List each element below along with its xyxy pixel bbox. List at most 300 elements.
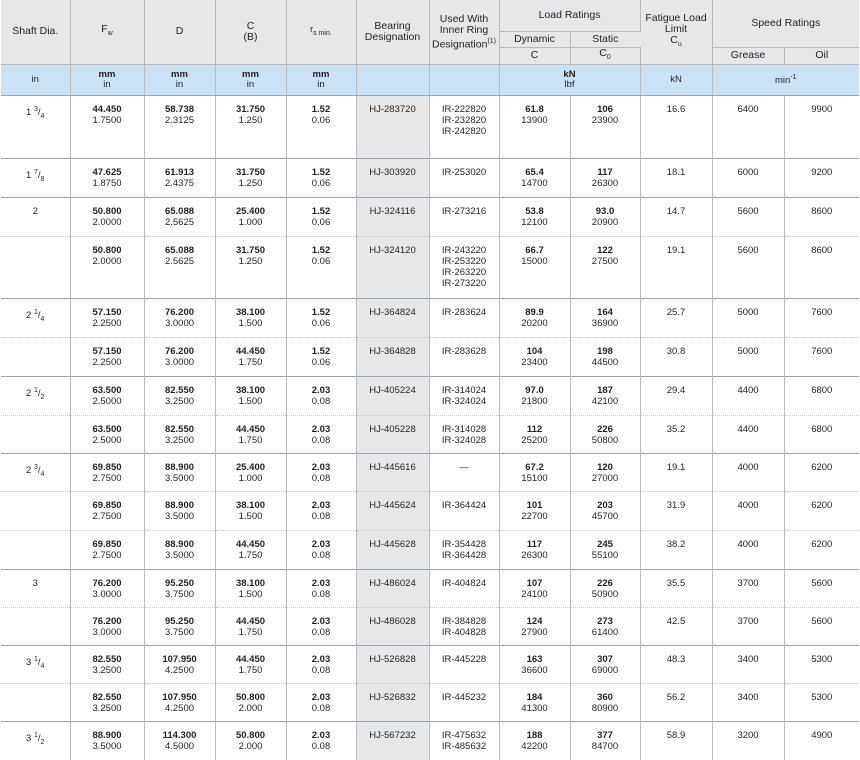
table-row [1,453,859,491]
value-primary: 164 [597,306,613,318]
table-row [1,95,859,158]
rs-value [286,453,356,491]
cu-value: 35.2 [666,423,686,435]
value-secondary: 80900 [591,702,619,714]
fw-value [70,530,144,569]
shaft-dia [1,645,70,683]
inner-ring-designation [429,453,499,491]
value-primary: 226 [597,577,613,589]
value-secondary: 26300 [591,177,619,189]
static-rating [570,158,640,197]
bearing-code: HJ-486024 [369,577,416,589]
value-secondary: 61400 [591,626,619,638]
inner-ring-designation [429,236,499,298]
fw-value [70,645,144,683]
value-secondary: 1.8750 [92,177,122,189]
fw-value [70,453,144,491]
inner-ring-code: IR-404824 [441,577,487,589]
value-primary: 107.950 [162,653,197,665]
value-primary: 93.0 [595,205,615,217]
speed-grease [712,158,784,197]
value-secondary: 0.06 [311,356,331,368]
dynamic-rating [499,721,570,760]
value-secondary: 3.0000 [164,317,195,329]
inner-ring-code: IR-243220 [441,244,487,256]
speed-grease [712,298,784,337]
inner-ring-code: IR-273220 [441,277,487,289]
value-secondary: 1.7500 [92,114,122,126]
fatigue-limit [640,569,712,607]
d-value [144,491,215,530]
value-primary: 44.450 [235,615,266,627]
value-primary: 38.100 [235,384,266,396]
unit-r-in: in [317,78,325,90]
shaft-dia [1,415,70,453]
unit-bearing [356,64,429,95]
value-secondary: 1.250 [238,177,263,189]
value-secondary: 0.06 [311,114,331,126]
value-secondary: 0.06 [311,216,331,228]
fatigue-limit [640,197,712,236]
value-primary: 95.250 [164,577,195,589]
value-secondary: 0.08 [311,740,331,752]
value-secondary: 42200 [521,740,548,752]
speed-oil [784,337,859,376]
rs-value [286,236,356,298]
inner-ring-code: IR-283624 [441,306,487,318]
static-rating [570,337,640,376]
value-secondary: 42100 [591,395,619,407]
header-static: Static [570,31,640,47]
value-primary: 2.03 [311,461,331,473]
header-speed-ratings: Speed Ratings [712,0,859,47]
bearing-designation [356,197,429,236]
value-primary: 2.03 [311,653,331,665]
inner-ring-code: IR-485632 [441,740,487,752]
value-secondary: 3.5000 [92,740,122,752]
oil-value: 7600 [811,306,833,318]
oil-value: 8600 [811,205,833,217]
value-secondary: 23900 [591,114,619,126]
dynamic-rating [499,158,570,197]
table-row [1,415,859,453]
inner-ring-code: IR-314028 [441,423,487,435]
inner-ring-designation [429,415,499,453]
value-primary: 67.2 [525,461,544,473]
value-secondary: 22700 [521,510,548,522]
bearing-designation [356,453,429,491]
inner-ring-code: IR-445228 [441,653,487,665]
header-c [215,0,286,64]
value-secondary: 36600 [521,664,548,676]
value-secondary: 0.08 [311,588,331,600]
value-primary: 184 [526,691,543,703]
fw-value [70,415,144,453]
rs-value [286,197,356,236]
speed-grease [712,95,784,158]
value-secondary: 2.000 [238,740,263,752]
unit-fw-mm: mm [98,68,116,80]
inner-ring-designation [429,683,499,721]
unit-load-kn: kN [563,68,576,80]
dynamic-rating [499,530,570,569]
bearing-code: HJ-445616 [369,461,416,473]
speed-oil [784,645,859,683]
inner-ring-designation [429,298,499,337]
value-secondary: 4.2500 [164,702,195,714]
value-secondary: 3.5000 [164,549,195,561]
dynamic-rating [499,453,570,491]
table-row [1,158,859,197]
bearing-code: HJ-526832 [369,691,416,703]
value-primary: 95.250 [164,615,195,627]
shaft-dia [1,197,70,236]
bearing-designation [356,645,429,683]
header-d: D [144,0,215,64]
value-secondary: 3.0000 [92,588,122,600]
shaft-display: 2 $^1/_2$ [26,386,45,401]
value-secondary: 4.5000 [164,740,195,752]
speed-oil [784,607,859,645]
speed-grease [712,197,784,236]
value-secondary: 3.0000 [92,626,122,638]
value-secondary: 2.7500 [92,472,122,484]
inner-ring-designation [429,337,499,376]
shaft-dia [1,95,70,158]
value-secondary: 1.250 [238,114,263,126]
value-primary: 88.900 [164,461,195,473]
inner-ring-code: IR-384828 [441,615,487,627]
value-secondary: 0.06 [311,317,331,329]
cu-value: 35.5 [666,577,686,589]
static-rating [570,491,640,530]
speed-grease [712,236,784,298]
c-value [215,530,286,569]
value-secondary: 1.750 [238,626,263,638]
value-secondary: 84700 [591,740,619,752]
value-secondary: 24100 [521,588,548,600]
static-rating [570,236,640,298]
value-primary: 120 [597,461,613,473]
grease-value: 3700 [737,577,759,589]
bearing-code: HJ-445628 [369,538,416,550]
static-rating [570,453,640,491]
c-value [215,453,286,491]
shaft-dia [1,376,70,415]
grease-value: 5000 [737,345,759,357]
header-stat-sym: $C_0$ [570,47,640,64]
oil-value: 6200 [811,499,833,511]
shaft-dia [1,530,70,569]
shaft-dia [1,236,70,298]
inner-ring-code: IR-253020 [441,166,487,178]
oil-value: 6200 [811,538,833,550]
value-secondary: 0.08 [311,664,331,676]
value-primary: 44.450 [235,345,266,357]
d-value [144,197,215,236]
c-value [215,236,286,298]
bearing-designation [356,337,429,376]
grease-value: 5000 [737,306,759,318]
shaft-display: 1 $^3/_4$ [26,105,45,120]
value-primary: 245 [597,538,613,550]
dynamic-rating [499,95,570,158]
dynamic-rating [499,645,570,683]
value-primary: 76.200 [164,345,195,357]
grease-value: 4000 [737,499,759,511]
grease-value: 3700 [737,615,759,627]
bearing-code: HJ-405224 [369,384,416,396]
value-primary: 2.03 [311,384,331,396]
speed-oil [784,569,859,607]
table-row [1,491,859,530]
value-secondary: 2.5625 [164,216,195,228]
grease-value: 4400 [737,384,759,396]
dynamic-rating [499,337,570,376]
c-value [215,337,286,376]
value-primary: 69.850 [92,461,122,473]
inner-ring-code: IR-364428 [441,549,487,561]
cu-value: 31.9 [666,499,686,511]
value-secondary: 1.500 [238,588,263,600]
grease-value: 3400 [737,691,759,703]
speed-grease [712,607,784,645]
value-primary: 57.150 [92,306,122,318]
value-secondary: 55100 [591,549,619,561]
grease-value: 6000 [737,166,759,178]
table-row [1,197,859,236]
bearing-code: HJ-283720 [369,103,416,115]
value-primary: 112 [526,423,543,435]
value-secondary: 0.08 [311,472,331,484]
value-primary: 44.450 [235,423,266,435]
value-primary: 2.03 [311,691,331,703]
bearing-code: HJ-486028 [369,615,416,627]
static-rating [570,197,640,236]
value-primary: 53.8 [525,205,544,217]
value-primary: 50.800 [235,729,266,741]
value-secondary: 2.2500 [92,356,122,368]
fw-value [70,197,144,236]
table-row [1,569,859,607]
value-primary: 82.550 [164,423,195,435]
speed-oil [784,376,859,415]
unit-fw-in: in [103,78,111,90]
oil-value: 9900 [811,103,833,115]
d-value [144,683,215,721]
value-primary: 25.400 [235,205,266,217]
d-value [144,721,215,760]
static-rating [570,721,640,760]
static-rating [570,95,640,158]
value-primary: 63.500 [92,384,122,396]
value-secondary: 12100 [521,216,548,228]
inner-ring-code: IR-263220 [441,266,487,278]
rs-value [286,415,356,453]
value-primary: 114.300 [162,729,197,741]
rs-value [286,337,356,376]
rs-value [286,95,356,158]
value-primary: 63.500 [92,423,122,435]
value-secondary: 0.08 [311,702,331,714]
c-value [215,95,286,158]
dynamic-rating [499,415,570,453]
shaft-display: 2 $^3/_4$ [26,463,45,478]
c-value [215,491,286,530]
bearing-code: HJ-445624 [369,499,416,511]
value-secondary: 0.08 [311,626,331,638]
value-secondary: 26300 [521,549,548,561]
value-primary: 117 [526,538,543,550]
value-primary: 65.4 [525,166,544,178]
value-secondary: 36900 [591,317,619,329]
value-secondary: 27900 [521,626,548,638]
value-secondary: 41300 [521,702,548,714]
value-secondary: 2.4375 [164,177,195,189]
value-primary: 65.088 [164,205,195,217]
speed-oil [784,298,859,337]
cu-value: 48.3 [666,653,686,665]
value-primary: 44.450 [92,103,122,115]
shaft-value: 3 [32,577,38,589]
bearing-code: HJ-405228 [369,423,416,435]
cu-value: 25.7 [666,306,686,318]
cu-value: 29.4 [666,384,686,396]
dynamic-rating [499,197,570,236]
table-row [1,645,859,683]
speed-oil [784,530,859,569]
fatigue-limit [640,645,712,683]
value-primary: 76.200 [92,615,122,627]
value-secondary: 2.2500 [92,317,122,329]
cu-value: 30.8 [666,345,686,357]
fw-value [70,721,144,760]
inner-ring-designation [429,158,499,197]
value-secondary: 0.08 [311,510,331,522]
value-primary: 47.625 [92,166,122,178]
inner-ring-designation [429,376,499,415]
value-primary: 31.750 [235,244,266,256]
oil-value: 5600 [811,615,833,627]
bearing-designation [356,298,429,337]
speed-grease [712,569,784,607]
fatigue-limit [640,530,712,569]
value-primary: 1.52 [311,244,331,256]
value-primary: 88.900 [164,538,195,550]
shaft-display: 3 $^1/_4$ [26,655,45,670]
value-secondary: 3.2500 [164,434,195,446]
value-primary: 57.150 [92,345,122,357]
speed-grease [712,721,784,760]
value-secondary: 3.7500 [164,626,195,638]
bearing-designation [356,607,429,645]
value-secondary: 27000 [591,472,619,484]
fw-value [70,569,144,607]
grease-value: 3200 [737,729,759,741]
static-rating [570,607,640,645]
c-value [215,645,286,683]
value-primary: 2.03 [311,729,331,741]
speed-oil [784,236,859,298]
value-secondary: 0.08 [311,395,331,407]
value-primary: 88.900 [92,729,122,741]
bearing-designation [356,683,429,721]
d-value [144,376,215,415]
inner-ring-code: IR-354428 [441,538,487,550]
value-secondary: 3.2500 [164,395,195,407]
dynamic-rating [499,569,570,607]
value-primary: 25.400 [235,461,266,473]
value-secondary: 50800 [591,434,619,446]
unit-d-in: in [175,78,184,90]
value-primary: 1.52 [311,166,331,178]
fw-value [70,158,144,197]
fw-value [70,236,144,298]
speed-oil [784,491,859,530]
inner-ring-code: IR-242820 [441,125,487,137]
shaft-dia [1,721,70,760]
inner-ring-designation [429,721,499,760]
fatigue-limit [640,683,712,721]
header-c-line2: (B) [243,30,258,43]
unit-c [215,64,286,95]
inner-ring-code: IR-283628 [441,345,487,357]
inner-ring-designation [429,197,499,236]
value-primary: 307 [597,653,613,665]
shaft-dia [1,298,70,337]
value-secondary: 2.5625 [164,255,195,267]
inner-ring-designation [429,607,499,645]
fw-value [70,491,144,530]
inner-ring-code: IR-253220 [441,255,487,267]
unit-c-mm: mm [242,68,259,80]
c-value [215,376,286,415]
unit-fatigue: kN [640,64,712,95]
static-rating [570,376,640,415]
value-secondary: 2.7500 [92,510,122,522]
header-c-line1: C [246,19,255,32]
grease-value: 6400 [737,103,759,115]
value-primary: 61.8 [525,103,544,115]
c-value [215,158,286,197]
value-secondary: 3.5000 [164,472,195,484]
header-bearing-designation: Bearing Designation [356,0,429,64]
inner-ring-designation [429,530,499,569]
cu-value: 18.1 [666,166,686,178]
shaft-dia [1,491,70,530]
grease-value: 4000 [737,538,759,550]
dynamic-rating [499,298,570,337]
cu-value: 19.1 [666,461,686,473]
cu-value: 16.6 [666,103,686,115]
d-value [144,337,215,376]
header-oil: Oil [784,47,859,64]
value-primary: 82.550 [92,653,122,665]
value-secondary: 2.3125 [164,114,195,126]
dynamic-rating [499,491,570,530]
bearing-designation [356,95,429,158]
inner-ring-code: IR-364424 [441,499,487,511]
bearing-table [1,0,859,760]
static-rating [570,415,640,453]
oil-value: 9200 [811,166,833,178]
value-primary: 377 [597,729,613,741]
bearing-designation [356,721,429,760]
value-secondary: 1.250 [238,255,263,267]
value-secondary: 13900 [521,114,548,126]
value-secondary: 2.000 [238,702,263,714]
rs-value [286,376,356,415]
